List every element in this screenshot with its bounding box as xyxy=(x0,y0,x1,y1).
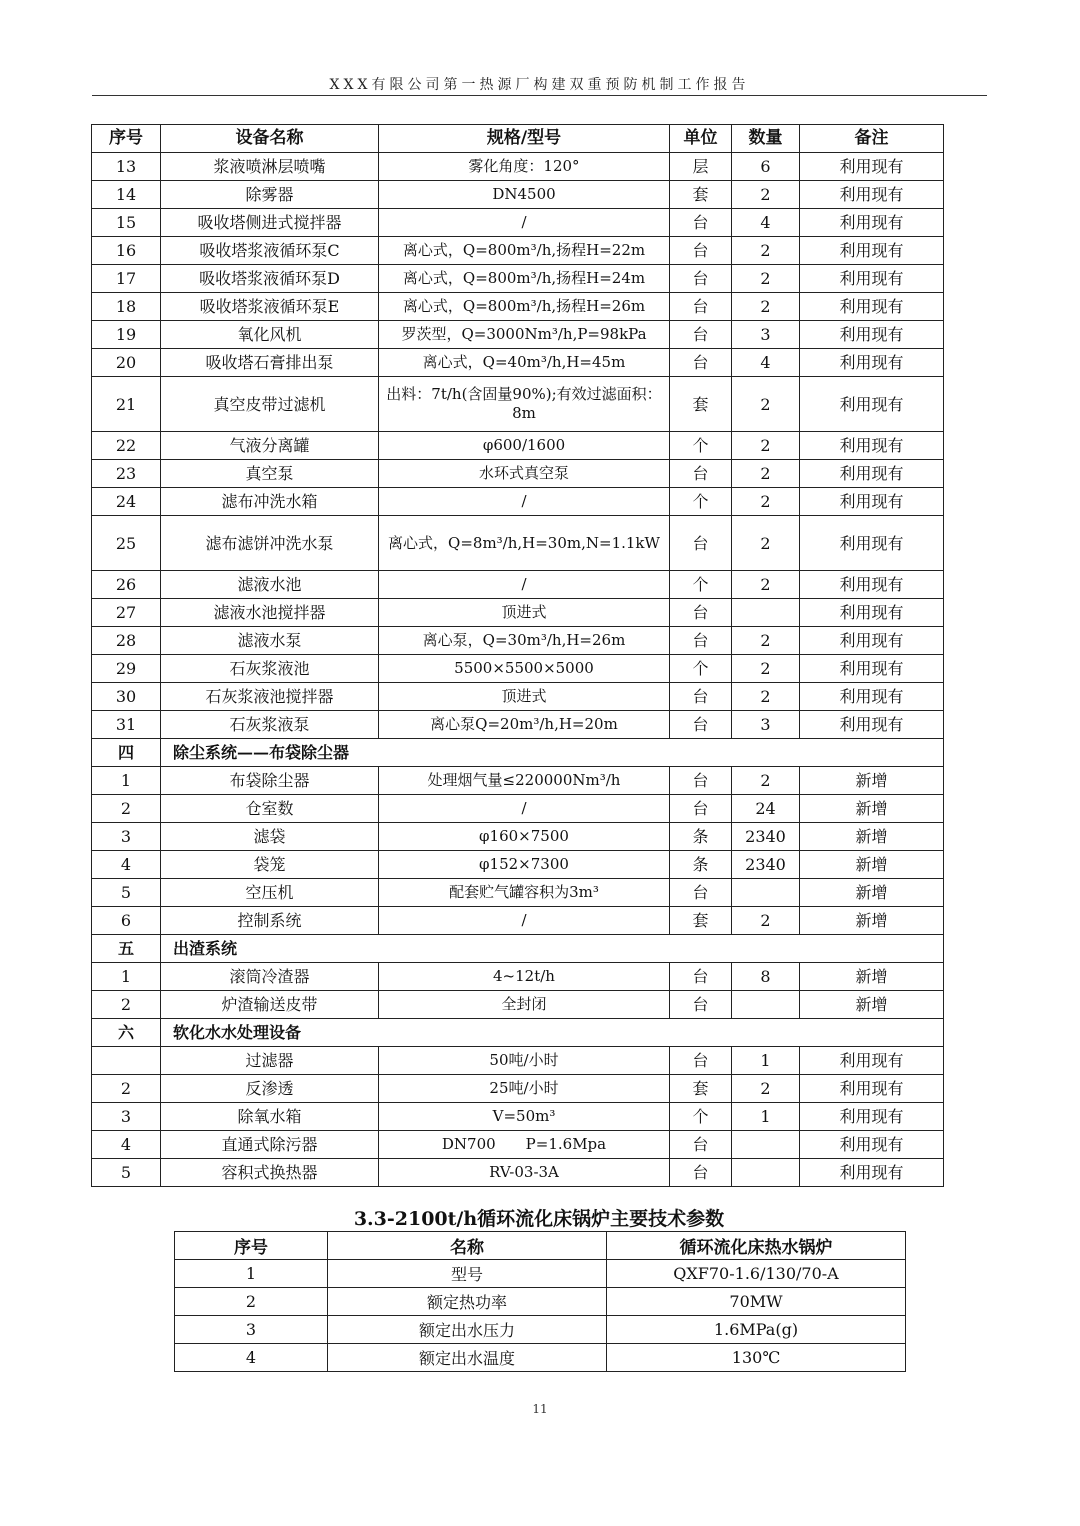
row-number: 28 xyxy=(92,627,161,655)
equipment-quantity: 2 xyxy=(732,237,800,265)
equipment-note: 利用现有 xyxy=(800,627,944,655)
equipment-note: 利用现有 xyxy=(800,711,944,739)
equipment-name: 气液分离罐 xyxy=(161,432,379,460)
equipment-name: 滤布冲洗水箱 xyxy=(161,488,379,516)
equipment-name: 石灰浆液池 xyxy=(161,655,379,683)
equipment-quantity: 6 xyxy=(732,153,800,181)
table-row xyxy=(92,265,944,293)
table-header-row xyxy=(92,125,944,153)
table-row xyxy=(92,1159,944,1187)
row-number: 2 xyxy=(175,1288,328,1316)
equipment-unit: 台 xyxy=(670,1047,732,1075)
equipment-unit: 个 xyxy=(670,488,732,516)
equipment-note: 利用现有 xyxy=(800,1075,944,1103)
equipment-spec: 配套贮气罐容积为3m³ xyxy=(379,879,670,907)
param-value: 1.6MPa(g) xyxy=(607,1316,906,1344)
equipment-unit: 条 xyxy=(670,823,732,851)
report-header: XXX有限公司第一热源厂构建双重预防机制工作报告 xyxy=(92,74,987,96)
equipment-spec: 50吨/小时 xyxy=(379,1047,670,1075)
equipment-note: 新增 xyxy=(800,767,944,795)
row-number: 29 xyxy=(92,655,161,683)
column-header: 名称 xyxy=(328,1232,607,1260)
equipment-spec: 离心泵Q=20m³/h,H=20m xyxy=(379,711,670,739)
param-value: QXF70-1.6/130/70-A xyxy=(607,1260,906,1288)
equipment-quantity: 2 xyxy=(732,683,800,711)
row-number: 1 xyxy=(175,1260,328,1288)
equipment-unit: 台 xyxy=(670,349,732,377)
equipment-name: 仓室数 xyxy=(161,795,379,823)
equipment-unit: 台 xyxy=(670,516,732,571)
table-row xyxy=(92,823,944,851)
row-number: 4 xyxy=(92,1131,161,1159)
equipment-note: 利用现有 xyxy=(800,181,944,209)
equipment-quantity xyxy=(732,599,800,627)
row-number: 2 xyxy=(92,991,161,1019)
equipment-unit: 台 xyxy=(670,1159,732,1187)
equipment-note: 利用现有 xyxy=(800,460,944,488)
params-table-title: 3.3-2100t/h循环流化床锅炉主要技术参数 xyxy=(353,1208,725,1230)
equipment-spec: φ160×7500 xyxy=(379,823,670,851)
param-name: 额定出水压力 xyxy=(328,1316,607,1344)
table-row xyxy=(92,711,944,739)
equipment-note: 利用现有 xyxy=(800,516,944,571)
column-header: 备注 xyxy=(800,125,944,153)
equipment-name: 吸收塔浆液循环泵D xyxy=(161,265,379,293)
equipment-quantity: 2 xyxy=(732,181,800,209)
equipment-note: 利用现有 xyxy=(800,153,944,181)
equipment-quantity: 2340 xyxy=(732,823,800,851)
boiler-params-table xyxy=(174,1231,906,1372)
table-row xyxy=(92,321,944,349)
equipment-unit: 台 xyxy=(670,293,732,321)
equipment-unit: 台 xyxy=(670,1131,732,1159)
row-number: 3 xyxy=(92,823,161,851)
equipment-name: 滤袋 xyxy=(161,823,379,851)
equipment-spec: 4~12t/h xyxy=(379,963,670,991)
row-number: 25 xyxy=(92,516,161,571)
equipment-quantity: 1 xyxy=(732,1103,800,1131)
equipment-name: 滚筒冷渣器 xyxy=(161,963,379,991)
row-number: 15 xyxy=(92,209,161,237)
equipment-unit: 台 xyxy=(670,879,732,907)
table-row xyxy=(92,349,944,377)
equipment-name: 石灰浆液池搅拌器 xyxy=(161,683,379,711)
row-number: 30 xyxy=(92,683,161,711)
table-row xyxy=(175,1344,906,1372)
equipment-spec: V=50m³ xyxy=(379,1103,670,1131)
equipment-spec: φ152×7300 xyxy=(379,851,670,879)
equipment-note: 新增 xyxy=(800,851,944,879)
equipment-unit: 套 xyxy=(670,181,732,209)
table-row xyxy=(175,1260,906,1288)
row-number: 27 xyxy=(92,599,161,627)
param-name: 型号 xyxy=(328,1260,607,1288)
equipment-unit: 台 xyxy=(670,237,732,265)
equipment-name: 控制系统 xyxy=(161,907,379,935)
equipment-quantity: 2 xyxy=(732,265,800,293)
equipment-spec: / xyxy=(379,209,670,237)
row-number: 31 xyxy=(92,711,161,739)
equipment-quantity: 2 xyxy=(732,488,800,516)
table-row xyxy=(92,377,944,432)
param-name: 额定热功率 xyxy=(328,1288,607,1316)
equipment-name: 滤液水泵 xyxy=(161,627,379,655)
table-row xyxy=(92,209,944,237)
row-number: 19 xyxy=(92,321,161,349)
row-number xyxy=(92,1047,161,1075)
equipment-note: 利用现有 xyxy=(800,1103,944,1131)
section-number: 六 xyxy=(92,1019,161,1047)
section-row xyxy=(92,1019,944,1047)
equipment-name: 吸收塔石膏排出泵 xyxy=(161,349,379,377)
column-header: 序号 xyxy=(175,1232,328,1260)
equipment-name: 炉渣输送皮带 xyxy=(161,991,379,1019)
column-header: 序号 xyxy=(92,125,161,153)
table-row xyxy=(92,153,944,181)
row-number: 5 xyxy=(92,1159,161,1187)
equipment-quantity: 24 xyxy=(732,795,800,823)
equipment-unit: 台 xyxy=(670,599,732,627)
equipment-spec: 离心式，Q=40m³/h,H=45m xyxy=(379,349,670,377)
equipment-spec: 罗茨型，Q=3000Nm³/h,P=98kPa xyxy=(379,321,670,349)
equipment-quantity: 2 xyxy=(732,293,800,321)
equipment-spec: 5500×5500×5000 xyxy=(379,655,670,683)
table-row xyxy=(92,1047,944,1075)
section-title: 除尘系统——布袋除尘器 xyxy=(161,739,944,767)
row-number: 4 xyxy=(92,851,161,879)
equipment-spec: / xyxy=(379,907,670,935)
row-number: 22 xyxy=(92,432,161,460)
equipment-quantity: 2 xyxy=(732,432,800,460)
equipment-spec: 处理烟气量≤220000Nm³/h xyxy=(379,767,670,795)
row-number: 14 xyxy=(92,181,161,209)
row-number: 2 xyxy=(92,1075,161,1103)
equipment-name: 除氧水箱 xyxy=(161,1103,379,1131)
equipment-note: 利用现有 xyxy=(800,1159,944,1187)
table-row xyxy=(175,1316,906,1344)
equipment-note: 利用现有 xyxy=(800,1047,944,1075)
equipment-spec: / xyxy=(379,571,670,599)
equipment-spec: / xyxy=(379,795,670,823)
table-row xyxy=(92,181,944,209)
equipment-quantity: 3 xyxy=(732,321,800,349)
equipment-spec: 离心式，Q=800m³/h,扬程H=24m xyxy=(379,265,670,293)
equipment-unit: 台 xyxy=(670,209,732,237)
table-row xyxy=(92,488,944,516)
equipment-name: 空压机 xyxy=(161,879,379,907)
equipment-unit: 台 xyxy=(670,767,732,795)
equipment-unit: 台 xyxy=(670,795,732,823)
table-row xyxy=(92,1103,944,1131)
equipment-note: 新增 xyxy=(800,907,944,935)
column-header: 数量 xyxy=(732,125,800,153)
equipment-quantity: 2 xyxy=(732,460,800,488)
page-number: 11 xyxy=(532,1402,548,1416)
table-row xyxy=(92,879,944,907)
equipment-spec: 离心式，Q=8m³/h,H=30m,N=1.1kW xyxy=(379,516,670,571)
equipment-spec: 离心式，Q=800m³/h,扬程H=22m xyxy=(379,237,670,265)
row-number: 3 xyxy=(175,1316,328,1344)
equipment-name: 袋笼 xyxy=(161,851,379,879)
equipment-name: 滤液水池 xyxy=(161,571,379,599)
equipment-note: 利用现有 xyxy=(800,432,944,460)
table-row xyxy=(92,627,944,655)
equipment-quantity: 4 xyxy=(732,209,800,237)
equipment-quantity: 4 xyxy=(732,349,800,377)
equipment-note: 新增 xyxy=(800,963,944,991)
equipment-unit: 台 xyxy=(670,460,732,488)
equipment-name: 滤布滤饼冲洗水泵 xyxy=(161,516,379,571)
column-header: 循环流化床热水锅炉 xyxy=(607,1232,906,1260)
column-header: 规格/型号 xyxy=(379,125,670,153)
equipment-note: 新增 xyxy=(800,879,944,907)
equipment-note: 新增 xyxy=(800,991,944,1019)
equipment-unit: 台 xyxy=(670,265,732,293)
equipment-spec: 25吨/小时 xyxy=(379,1075,670,1103)
equipment-name: 石灰浆液泵 xyxy=(161,711,379,739)
equipment-unit: 台 xyxy=(670,991,732,1019)
equipment-quantity: 2 xyxy=(732,907,800,935)
equipment-unit: 个 xyxy=(670,1103,732,1131)
equipment-quantity: 2 xyxy=(732,571,800,599)
table-row xyxy=(92,432,944,460)
table-row xyxy=(92,851,944,879)
row-number: 5 xyxy=(92,879,161,907)
table-row xyxy=(92,1131,944,1159)
equipment-quantity xyxy=(732,1131,800,1159)
column-header: 设备名称 xyxy=(161,125,379,153)
equipment-unit: 台 xyxy=(670,683,732,711)
equipment-unit: 台 xyxy=(670,627,732,655)
equipment-note: 利用现有 xyxy=(800,237,944,265)
table-row xyxy=(92,460,944,488)
table-row xyxy=(92,599,944,627)
equipment-quantity: 2 xyxy=(732,1075,800,1103)
equipment-unit: 台 xyxy=(670,711,732,739)
equipment-name: 容积式换热器 xyxy=(161,1159,379,1187)
equipment-note: 利用现有 xyxy=(800,377,944,432)
row-number: 16 xyxy=(92,237,161,265)
section-number: 四 xyxy=(92,739,161,767)
equipment-note: 利用现有 xyxy=(800,1131,944,1159)
equipment-unit: 套 xyxy=(670,1075,732,1103)
equipment-unit: 层 xyxy=(670,153,732,181)
equipment-quantity: 1 xyxy=(732,1047,800,1075)
equipment-name: 浆液喷淋层喷嘴 xyxy=(161,153,379,181)
row-number: 6 xyxy=(92,907,161,935)
equipment-quantity xyxy=(732,1159,800,1187)
equipment-unit: 台 xyxy=(670,321,732,349)
table-row xyxy=(92,571,944,599)
row-number: 21 xyxy=(92,377,161,432)
table-row xyxy=(92,516,944,571)
equipment-note: 利用现有 xyxy=(800,209,944,237)
row-number: 1 xyxy=(92,767,161,795)
equipment-quantity xyxy=(732,991,800,1019)
row-number: 23 xyxy=(92,460,161,488)
equipment-spec: DN4500 xyxy=(379,181,670,209)
row-number: 26 xyxy=(92,571,161,599)
equipment-name: 吸收塔侧进式搅拌器 xyxy=(161,209,379,237)
equipment-unit: 个 xyxy=(670,655,732,683)
equipment-table xyxy=(91,124,944,1187)
equipment-name: 吸收塔浆液循环泵C xyxy=(161,237,379,265)
table-header-row xyxy=(175,1232,906,1260)
equipment-name: 直通式除污器 xyxy=(161,1131,379,1159)
equipment-quantity: 3 xyxy=(732,711,800,739)
equipment-name: 真空皮带过滤机 xyxy=(161,377,379,432)
equipment-note: 利用现有 xyxy=(800,488,944,516)
equipment-spec: φ600/1600 xyxy=(379,432,670,460)
equipment-name: 布袋除尘器 xyxy=(161,767,379,795)
equipment-note: 利用现有 xyxy=(800,683,944,711)
section-row xyxy=(92,935,944,963)
equipment-name: 氧化风机 xyxy=(161,321,379,349)
equipment-spec: RV-03-3A xyxy=(379,1159,670,1187)
row-number: 4 xyxy=(175,1344,328,1372)
equipment-unit: 台 xyxy=(670,963,732,991)
equipment-spec: 水环式真空泵 xyxy=(379,460,670,488)
equipment-quantity: 2340 xyxy=(732,851,800,879)
equipment-spec: 出料：7t/h(含固量90%);有效过滤面积：8m xyxy=(379,377,670,432)
equipment-unit: 套 xyxy=(670,907,732,935)
equipment-spec: 全封闭 xyxy=(379,991,670,1019)
row-number: 2 xyxy=(92,795,161,823)
equipment-name: 反渗透 xyxy=(161,1075,379,1103)
equipment-name: 过滤器 xyxy=(161,1047,379,1075)
table-row xyxy=(92,683,944,711)
equipment-unit: 条 xyxy=(670,851,732,879)
equipment-note: 利用现有 xyxy=(800,265,944,293)
table-row xyxy=(92,1075,944,1103)
table-row xyxy=(92,293,944,321)
param-name: 额定出水温度 xyxy=(328,1344,607,1372)
equipment-quantity: 2 xyxy=(732,377,800,432)
equipment-quantity xyxy=(732,879,800,907)
equipment-note: 新增 xyxy=(800,823,944,851)
equipment-note: 利用现有 xyxy=(800,293,944,321)
equipment-quantity: 2 xyxy=(732,516,800,571)
row-number: 17 xyxy=(92,265,161,293)
section-row xyxy=(92,739,944,767)
row-number: 1 xyxy=(92,963,161,991)
table-row xyxy=(175,1288,906,1316)
equipment-note: 利用现有 xyxy=(800,349,944,377)
section-title: 软化水水处理设备 xyxy=(161,1019,944,1047)
table-row xyxy=(92,237,944,265)
equipment-unit: 个 xyxy=(670,571,732,599)
row-number: 13 xyxy=(92,153,161,181)
equipment-spec: DN700 P=1.6Mpa xyxy=(379,1131,670,1159)
equipment-note: 利用现有 xyxy=(800,599,944,627)
section-title: 出渣系统 xyxy=(161,935,944,963)
equipment-quantity: 8 xyxy=(732,963,800,991)
equipment-note: 新增 xyxy=(800,795,944,823)
equipment-unit: 套 xyxy=(670,377,732,432)
equipment-spec: 雾化角度：120° xyxy=(379,153,670,181)
equipment-note: 利用现有 xyxy=(800,321,944,349)
equipment-quantity: 2 xyxy=(732,627,800,655)
table-row xyxy=(92,991,944,1019)
table-row xyxy=(92,767,944,795)
table-row xyxy=(92,907,944,935)
equipment-name: 吸收塔浆液循环泵E xyxy=(161,293,379,321)
equipment-spec: / xyxy=(379,488,670,516)
param-value: 130℃ xyxy=(607,1344,906,1372)
column-header: 单位 xyxy=(670,125,732,153)
equipment-note: 利用现有 xyxy=(800,655,944,683)
table-row xyxy=(92,963,944,991)
row-number: 18 xyxy=(92,293,161,321)
table-row xyxy=(92,655,944,683)
equipment-spec: 顶进式 xyxy=(379,683,670,711)
equipment-spec: 离心式，Q=800m³/h,扬程H=26m xyxy=(379,293,670,321)
section-number: 五 xyxy=(92,935,161,963)
equipment-name: 除雾器 xyxy=(161,181,379,209)
equipment-unit: 个 xyxy=(670,432,732,460)
equipment-quantity: 2 xyxy=(732,767,800,795)
equipment-spec: 离心泵，Q=30m³/h,H=26m xyxy=(379,627,670,655)
equipment-name: 滤液水池搅拌器 xyxy=(161,599,379,627)
equipment-spec: 顶进式 xyxy=(379,599,670,627)
equipment-quantity: 2 xyxy=(732,655,800,683)
row-number: 20 xyxy=(92,349,161,377)
table-row xyxy=(92,795,944,823)
row-number: 3 xyxy=(92,1103,161,1131)
equipment-note: 利用现有 xyxy=(800,571,944,599)
equipment-name: 真空泵 xyxy=(161,460,379,488)
param-value: 70MW xyxy=(607,1288,906,1316)
row-number: 24 xyxy=(92,488,161,516)
